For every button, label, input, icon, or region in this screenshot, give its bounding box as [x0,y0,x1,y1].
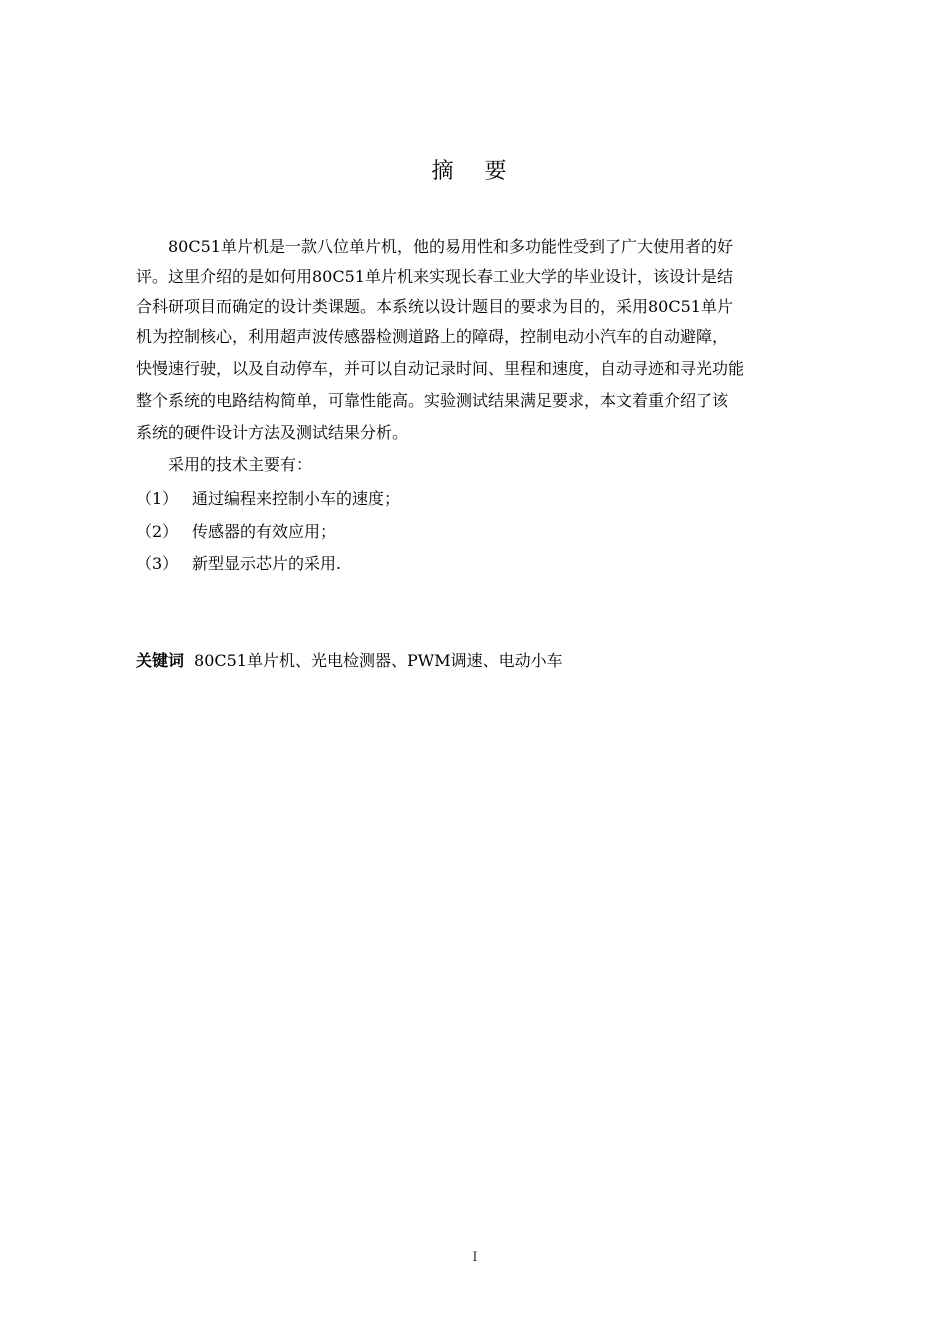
list-item-number: （2） [136,522,179,541]
abstract-line-5: 快慢速行驶，以及自动停车，并可以自动记录时间、里程和速度，自动寻迹和寻光功能 [136,359,745,378]
list-item-number: （3） [136,554,179,573]
page-number: I [472,1250,478,1265]
page-title: 摘 要 [431,159,519,184]
abstract-line-4: 机为控制核心，利用超声波传感器检测道路上的障碍，控制电动小汽车的自动避障， [136,327,729,346]
abstract-line-7: 系统的硬件设计方法及测试结果分析。 [136,423,409,442]
abstract-line-1: 80C51单片机是一款八位单片机，他的易用性和多功能性受到了广大使用者的好 [136,237,733,256]
list-item-number: （1） [136,489,179,508]
list-item-text: 新型显示芯片的采用. [192,554,342,573]
list-item [136,484,400,514]
abstract-line-3: 合科研项目而确定的设计类课题。本系统以设计题目的要求为目的，采用80C51单片 [136,297,733,316]
abstract-line-6: 整个系统的电路结构简单，可靠性能高。实验测试结果满足要求，本文着重介绍了该 [136,391,729,410]
tech-intro: 采用的技术主要有： [136,455,313,474]
abstract-line-2: 评。这里介绍的是如何用80C51单片机来实现长春工业大学的毕业设计，该设计是结 [136,267,733,286]
keywords-text: 80C51单片机、光电检测器、PWM调速、电动小车 [194,651,563,670]
list-item-text: 传感器的有效应用； [192,522,337,541]
list-item [136,549,341,579]
keywords-line [136,646,563,676]
list-item-text: 通过编程来控制小车的速度； [192,489,401,508]
keywords-label: 关键词 [136,651,185,670]
list-item [136,517,336,547]
